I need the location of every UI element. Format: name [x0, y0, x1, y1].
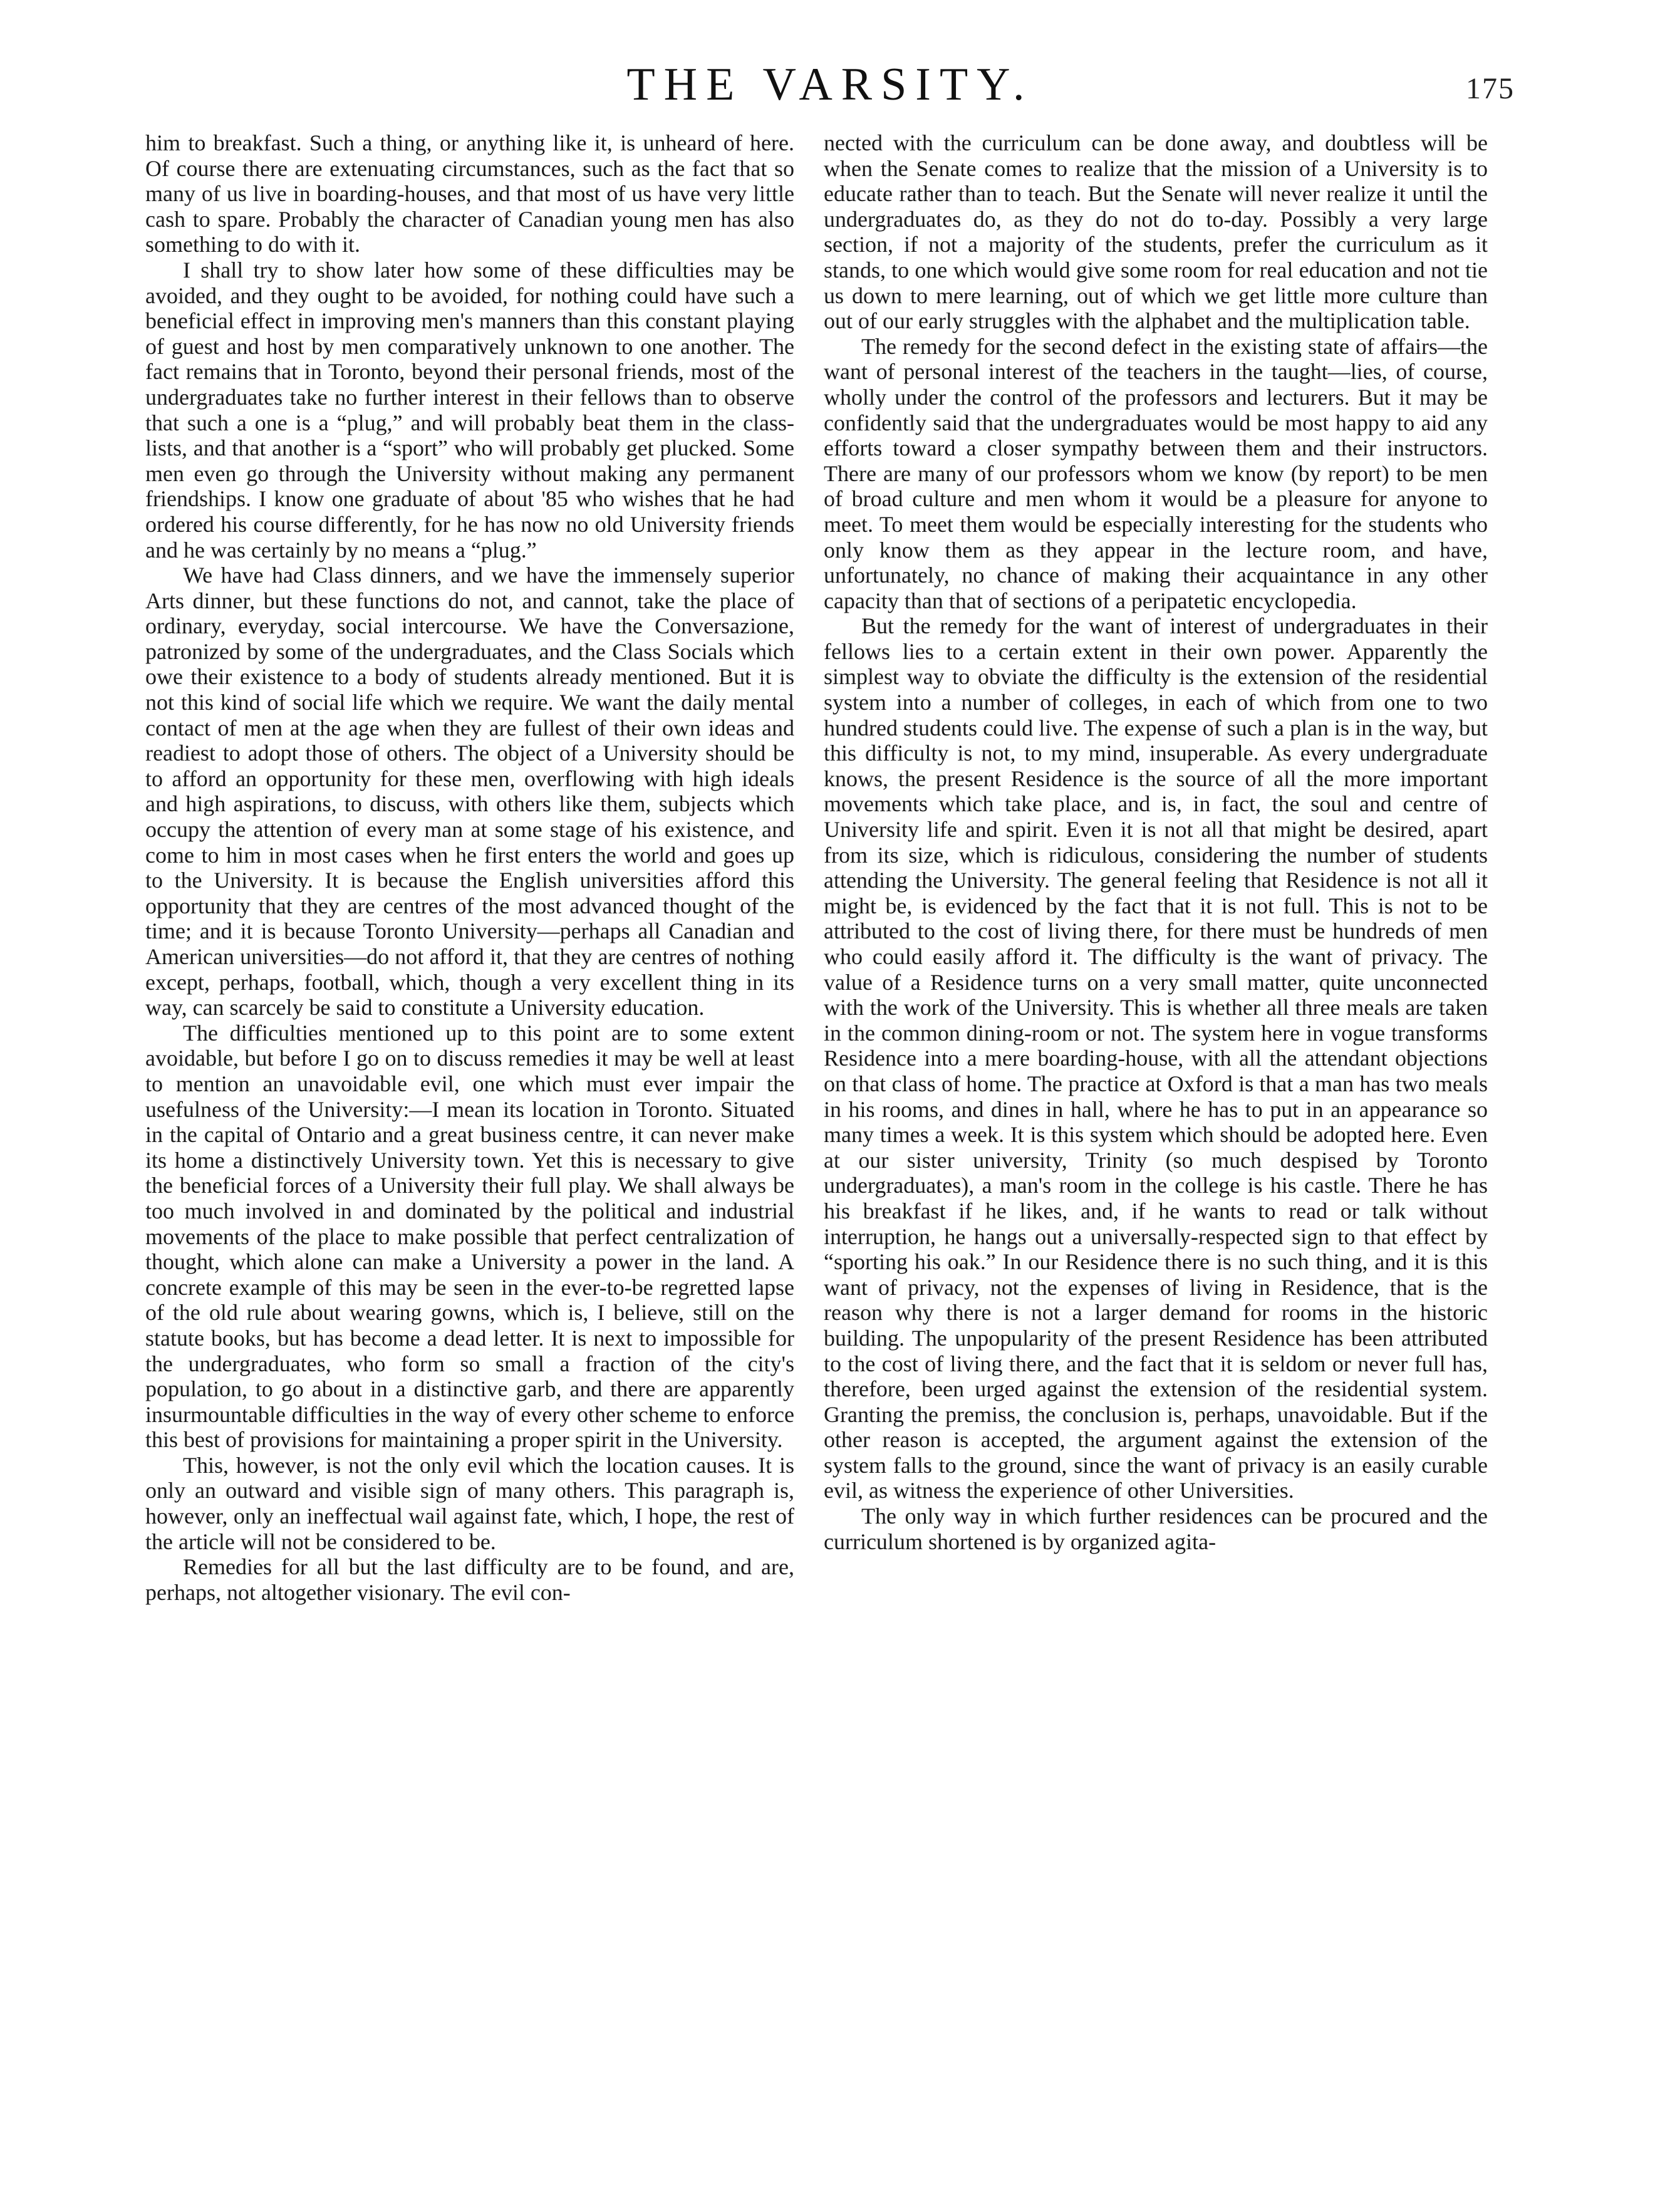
page-number: 175 — [1466, 72, 1515, 105]
paragraph: Remedies for all but the last difficulty are to be found, and are, perhaps, not altogether visionary. The evil con- — [145, 1554, 794, 1605]
paragraph: The remedy for the second defect in the existing state of affairs—the want of personal interest of the teachers in the taught—lies, of course, wholly under the control of the professors and lecturers. But it may be confidently said that the undergraduates would be most happy to aid any efforts toward a closer sympathy between them and their instructors. There are many of our professors whom we know (by report) to be men of broad culture and men whom it would be a pleasure for anyone to meet. To meet them would be especially interesting for the students who only know them as they appear in the lecture room, and have, unfortunately, no chance of making their acquaintance in any other capacity than that of sections of a peripatetic encyclopedia. — [824, 333, 1488, 613]
paragraph: But the remedy for the want of interest of undergraduates in their fellows lies to a certain extent in their own power. Apparently the simplest way to obviate the difficulty is the extension of the residential system into a number of colleges, in each of which from one to two hundred students could live. The expense of such a plan is in the way, but this difficulty is not, to my mind, insuperable. As every undergraduate knows, the present Residence is the source of all the more important movements which take place, and is, in fact, the soul and centre of University life and spirit. Even it is not all that might be desired, apart from its size, which is ridiculous, considering the number of students attending the University. The general feeling that Residence is not all it might be, is evidenced by the fact that it is not full. This is not to be attributed to the cost of living there, for there must be hundreds of men who could easily afford it. The difficulty is the want of privacy. The value of a Residence turns on a very small matter, quite unconnected with the work of the University. This is whether all three meals are taken in the common dining-room or not. The system here in vogue transforms Residence into a mere boarding-house, with all the attendant objections on that class of home. The practice at Oxford is that a man has two meals in his rooms, and dines in hall, where he has to put in an appearance so many times a week. It is this system which should be adopted here. Even at our sister university, Trinity (so much despised by Toronto undergraduates), a man's room in the college is his castle. There he has his breakfast if he likes, and, if he wants to read or talk without interruption, he hangs out a universally-respected sign to that effect by “sporting his oak.” In our Residence there is no such thing, and it is this want of privacy, not the expenses of living in Residence, that is the reason why there is not a larger demand for rooms in the historic building. The unpopularity of the present Residence has been attributed to the cost of living there, and the fact that it is seldom or never full has, therefore, been urged against the extension of the residential system. Granting the premiss, the conclusion is, perhaps, unavoidable. But if the other reason is accepted, the argument against the extension of the system falls to the ground, since the want of privacy is an easily curable evil, as witness the experience of other Universities. — [824, 613, 1488, 1503]
paragraph: This, however, is not the only evil which the location causes. It is only an outward and visible sign of many others. This paragraph is, however, only an ineffectual wail against fate, which, I hope, the rest of the article will not be considered to be. — [145, 1452, 794, 1554]
paragraph: We have had Class dinners, and we have the immensely superior Arts dinner, but these functions do not, and cannot, take the place of ordinary, everyday, social intercourse. We have the Conversazione, patronized by some of the undergraduates, and the Class Socials which owe their existence to a body of students already mentioned. But it is not this kind of social life which we require. We want the daily mental contact of men at the age when they are fullest of their own ideas and readiest to adopt those of others. The object of a University should be to afford an opportunity for these men, overflowing with high ideals and high aspirations, to discuss, with others like them, subjects which occupy the attention of every man at some stage of his existence, and come to him in most cases when he first enters the world and goes up to the University. It is because the English universities afford this opportunity that they are centres of the most advanced thought of the time; and it is because Toronto University—perhaps all Canadian and American universities—do not afford it, that they are centres of nothing except, perhaps, football, which, though a very excellent thing in its way, can scarcely be said to constitute a University education. — [145, 563, 794, 1020]
masthead-title: THE VARSITY. — [626, 59, 1034, 110]
paragraph: The difficulties mentioned up to this point are to some extent avoidable, but before I go on to discuss remedies it may be well at least to mention an unavoidable evil, one which must ever impair the usefulness of the University:—I mean its location in Toronto. Situated in the capital of Ontario and a great business centre, it can never make its home a distinctively University town. Yet this is necessary to give the beneficial forces of a University their full play. We shall always be too much involved in and dominated by the political and industrial movements of the place to make possible that perfect centralization of thought, which alone can make a University a power in the land. A concrete example of this may be seen in the ever-to-be regretted lapse of the old rule about wearing gowns, which is, I believe, still on the statute books, but has become a dead letter. It is next to impossible for the undergraduates, who form so small a fraction of the city's population, to go about in a distinctive garb, and there are apparently insurmountable difficulties in the way of every other scheme to enforce this best of provisions for maintaining a proper spirit in the University. — [145, 1020, 794, 1453]
paragraph: I shall try to show later how some of these difficulties may be avoided, and they ought to be avoided, for nothing could have such a beneficial effect in improving men's manners than this constant playing of guest and host by men comparatively unknown to one another. The fact remains that in Toronto, beyond their personal friends, most of the undergraduates take no further interest in their fellows than to observe that such a one is a “plug,” and will probably beat them in the class-lists, and that another is a “sport” who will probably get plucked. Some men even go through the University without making any permanent friendships. I know one graduate of about '85 who wishes that he had ordered his course differently, for he has now no old University friends and he was certainly by no means a “plug.” — [145, 257, 794, 563]
article-column-right — [824, 130, 1488, 1554]
article-column-left — [145, 130, 794, 1605]
paragraph: him to breakfast. Such a thing, or anything like it, is unheard of here. Of course there are extenuating circumstances, such as the fact that so many of us live in boarding-houses, and that most of us have very little cash to spare. Probably the character of Canadian young men has also something to do with it. — [145, 130, 794, 257]
paragraph: The only way in which further residences can be procured and the curriculum shortened is by organized agita- — [824, 1503, 1488, 1554]
paragraph: nected with the curriculum can be done away, and doubtless will be when the Senate comes to realize that the mission of a University is to educate rather than to teach. But the Senate will never realize it until the undergraduates do, as they do not do to-day. Possibly a very large section, if not a majority of the students, prefer the curriculum as it stands, to one which would give some room for real education and not tie us down to mere learning, out of which we get little more culture than out of our early struggles with the alphabet and the multiplication table. — [824, 130, 1488, 334]
